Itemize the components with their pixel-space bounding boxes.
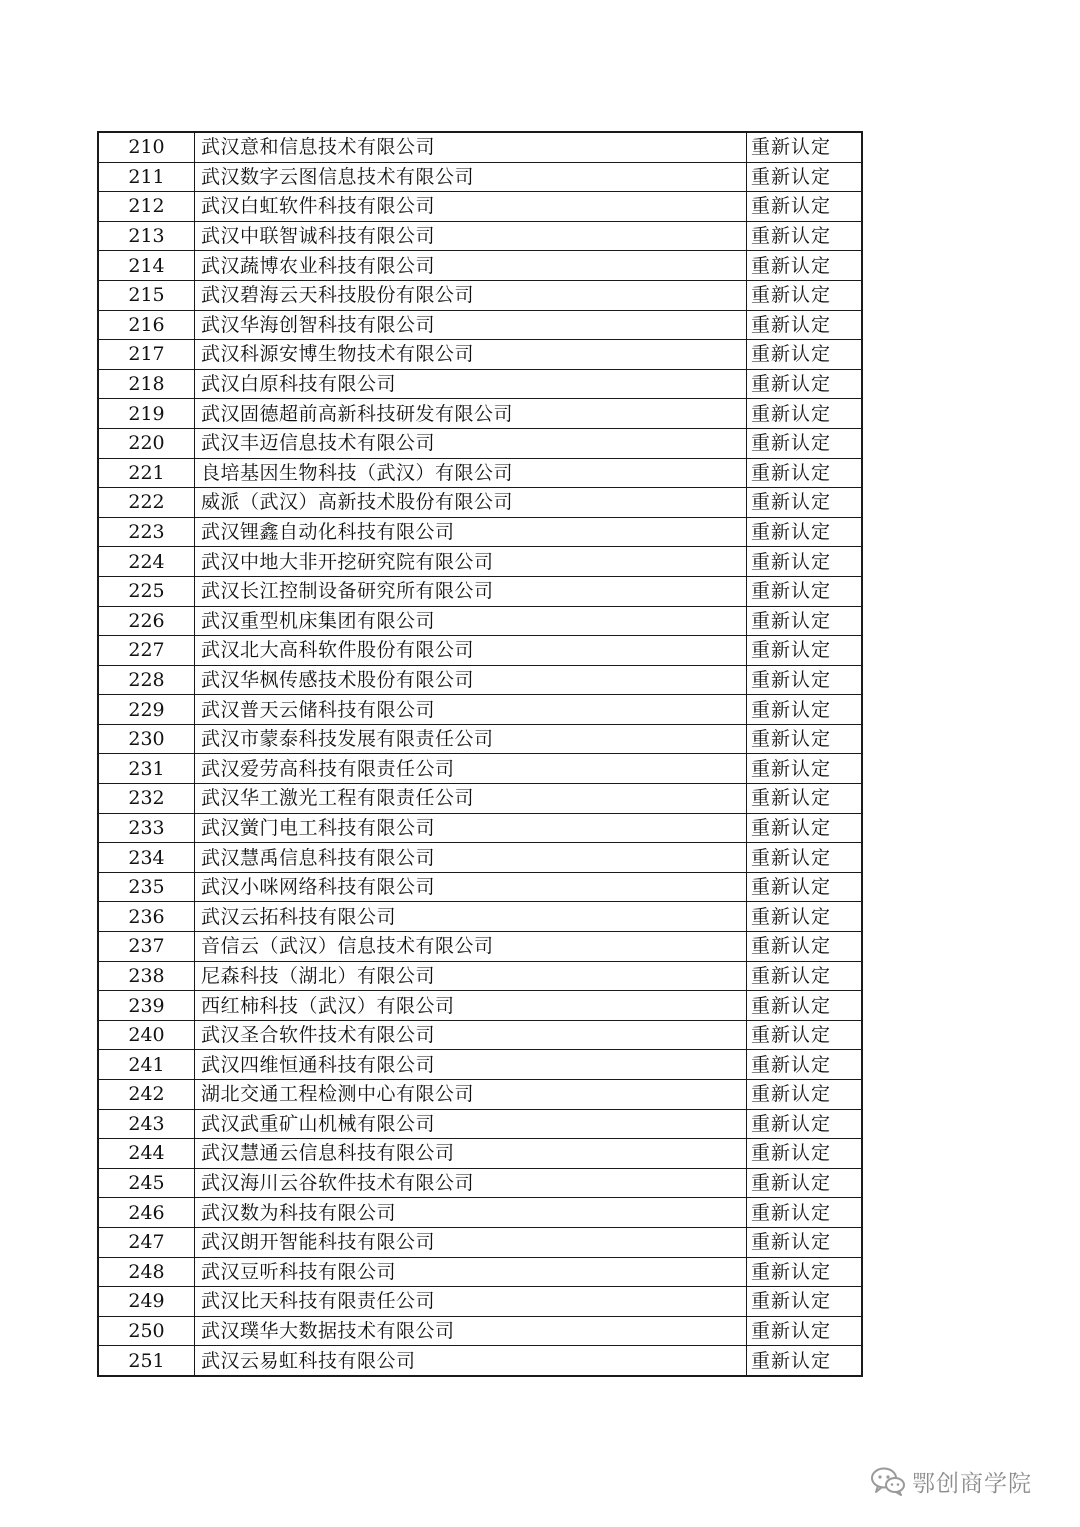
status-cell: 重新认定 xyxy=(747,221,863,251)
company-name: 武汉白虹软件科技有限公司 xyxy=(195,192,747,222)
company-name: 武汉丰迈信息技术有限公司 xyxy=(195,428,747,458)
table-row xyxy=(98,428,862,458)
table-row xyxy=(98,902,862,932)
status-cell: 重新认定 xyxy=(747,695,863,725)
status-cell: 重新认定 xyxy=(747,576,863,606)
wechat-icon xyxy=(870,1466,906,1496)
status-cell: 重新认定 xyxy=(747,902,863,932)
company-name: 武汉豆听科技有限公司 xyxy=(195,1257,747,1287)
company-name: 武汉华海创智科技有限公司 xyxy=(195,310,747,340)
status-cell: 重新认定 xyxy=(747,162,863,192)
row-number: 238 xyxy=(98,961,195,991)
company-name: 武汉市蒙泰科技发展有限责任公司 xyxy=(195,724,747,754)
status-cell: 重新认定 xyxy=(747,1198,863,1228)
company-name: 武汉圣合软件技术有限公司 xyxy=(195,1020,747,1050)
row-number: 220 xyxy=(98,428,195,458)
company-table-body xyxy=(98,132,862,1376)
table-row xyxy=(98,813,862,843)
table-row xyxy=(98,488,862,518)
table-row xyxy=(98,695,862,725)
row-number: 211 xyxy=(98,162,195,192)
status-cell: 重新认定 xyxy=(747,932,863,962)
company-name: 武汉华枫传感技术股份有限公司 xyxy=(195,665,747,695)
table-row xyxy=(98,1109,862,1139)
table-row xyxy=(98,754,862,784)
status-cell: 重新认定 xyxy=(747,280,863,310)
row-number: 250 xyxy=(98,1316,195,1346)
company-name: 武汉固德超前高新科技研发有限公司 xyxy=(195,399,747,429)
row-number: 212 xyxy=(98,192,195,222)
status-cell: 重新认定 xyxy=(747,340,863,370)
row-number: 251 xyxy=(98,1346,195,1376)
company-name: 武汉璞华大数据技术有限公司 xyxy=(195,1316,747,1346)
company-name: 武汉朗开智能科技有限公司 xyxy=(195,1227,747,1257)
table-row xyxy=(98,132,862,162)
table-row xyxy=(98,280,862,310)
status-cell: 重新认定 xyxy=(747,843,863,873)
company-name: 武汉华工激光工程有限责任公司 xyxy=(195,784,747,814)
row-number: 229 xyxy=(98,695,195,725)
table-row xyxy=(98,251,862,281)
company-name: 武汉蔬博农业科技有限公司 xyxy=(195,251,747,281)
company-name: 武汉数为科技有限公司 xyxy=(195,1198,747,1228)
row-number: 235 xyxy=(98,872,195,902)
company-name: 音信云（武汉）信息技术有限公司 xyxy=(195,932,747,962)
company-name: 良培基因生物科技（武汉）有限公司 xyxy=(195,458,747,488)
row-number: 245 xyxy=(98,1168,195,1198)
table-row xyxy=(98,724,862,754)
company-name: 武汉普天云储科技有限公司 xyxy=(195,695,747,725)
status-cell: 重新认定 xyxy=(747,369,863,399)
table-row xyxy=(98,932,862,962)
status-cell: 重新认定 xyxy=(747,517,863,547)
status-cell: 重新认定 xyxy=(747,1139,863,1169)
status-cell: 重新认定 xyxy=(747,606,863,636)
table-row xyxy=(98,1227,862,1257)
status-cell: 重新认定 xyxy=(747,251,863,281)
row-number: 224 xyxy=(98,547,195,577)
row-number: 237 xyxy=(98,932,195,962)
company-name: 武汉中地大非开挖研究院有限公司 xyxy=(195,547,747,577)
table-row xyxy=(98,961,862,991)
table-row xyxy=(98,547,862,577)
row-number: 246 xyxy=(98,1198,195,1228)
company-name: 武汉碧海云天科技股份有限公司 xyxy=(195,280,747,310)
table-row xyxy=(98,1020,862,1050)
table-row xyxy=(98,458,862,488)
status-cell: 重新认定 xyxy=(747,1227,863,1257)
status-cell: 重新认定 xyxy=(747,872,863,902)
company-name: 武汉爱劳高科技有限责任公司 xyxy=(195,754,747,784)
status-cell: 重新认定 xyxy=(747,547,863,577)
watermark-text: 鄂创商学院 xyxy=(912,1470,1032,1497)
row-number: 249 xyxy=(98,1287,195,1317)
status-cell: 重新认定 xyxy=(747,636,863,666)
company-name: 湖北交通工程检测中心有限公司 xyxy=(195,1080,747,1110)
row-number: 236 xyxy=(98,902,195,932)
company-name: 武汉锂鑫自动化科技有限公司 xyxy=(195,517,747,547)
status-cell: 重新认定 xyxy=(747,1346,863,1376)
status-cell: 重新认定 xyxy=(747,784,863,814)
table-row xyxy=(98,606,862,636)
table-row xyxy=(98,1198,862,1228)
company-name: 武汉长江控制设备研究所有限公司 xyxy=(195,576,747,606)
status-cell: 重新认定 xyxy=(747,1109,863,1139)
status-cell: 重新认定 xyxy=(747,1050,863,1080)
company-name: 武汉小咪网络科技有限公司 xyxy=(195,872,747,902)
row-number: 221 xyxy=(98,458,195,488)
table-row xyxy=(98,991,862,1021)
company-name: 武汉武重矿山机械有限公司 xyxy=(195,1109,747,1139)
status-cell: 重新认定 xyxy=(747,1316,863,1346)
table-row xyxy=(98,665,862,695)
row-number: 241 xyxy=(98,1050,195,1080)
status-cell: 重新认定 xyxy=(747,1287,863,1317)
row-number: 213 xyxy=(98,221,195,251)
company-name: 武汉云易虹科技有限公司 xyxy=(195,1346,747,1376)
table-row xyxy=(98,872,862,902)
table-row xyxy=(98,369,862,399)
row-number: 223 xyxy=(98,517,195,547)
row-number: 232 xyxy=(98,784,195,814)
company-name: 武汉中联智诚科技有限公司 xyxy=(195,221,747,251)
row-number: 234 xyxy=(98,843,195,873)
row-number: 215 xyxy=(98,280,195,310)
company-name: 武汉比天科技有限责任公司 xyxy=(195,1287,747,1317)
table-row xyxy=(98,784,862,814)
table-row xyxy=(98,576,862,606)
status-cell: 重新认定 xyxy=(747,488,863,518)
status-cell: 重新认定 xyxy=(747,1257,863,1287)
status-cell: 重新认定 xyxy=(747,1168,863,1198)
row-number: 225 xyxy=(98,576,195,606)
company-name: 武汉黉门电工科技有限公司 xyxy=(195,813,747,843)
table-row xyxy=(98,517,862,547)
table-row xyxy=(98,399,862,429)
table-row xyxy=(98,221,862,251)
row-number: 218 xyxy=(98,369,195,399)
row-number: 247 xyxy=(98,1227,195,1257)
company-name: 武汉慧通云信息科技有限公司 xyxy=(195,1139,747,1169)
status-cell: 重新认定 xyxy=(747,813,863,843)
row-number: 239 xyxy=(98,991,195,1021)
row-number: 233 xyxy=(98,813,195,843)
table-row xyxy=(98,1346,862,1376)
row-number: 222 xyxy=(98,488,195,518)
row-number: 228 xyxy=(98,665,195,695)
company-name: 武汉云拓科技有限公司 xyxy=(195,902,747,932)
table-row xyxy=(98,1050,862,1080)
row-number: 248 xyxy=(98,1257,195,1287)
status-cell: 重新认定 xyxy=(747,132,863,162)
table-row xyxy=(98,1168,862,1198)
status-cell: 重新认定 xyxy=(747,1020,863,1050)
watermark xyxy=(870,1464,1032,1498)
row-number: 242 xyxy=(98,1080,195,1110)
row-number: 243 xyxy=(98,1109,195,1139)
row-number: 219 xyxy=(98,399,195,429)
row-number: 214 xyxy=(98,251,195,281)
status-cell: 重新认定 xyxy=(747,458,863,488)
table-row xyxy=(98,1139,862,1169)
table-row xyxy=(98,162,862,192)
status-cell: 重新认定 xyxy=(747,310,863,340)
row-number: 227 xyxy=(98,636,195,666)
company-table xyxy=(97,131,863,1377)
company-name: 武汉白原科技有限公司 xyxy=(195,369,747,399)
row-number: 216 xyxy=(98,310,195,340)
company-name: 武汉四维恒通科技有限公司 xyxy=(195,1050,747,1080)
row-number: 240 xyxy=(98,1020,195,1050)
company-name: 武汉重型机床集团有限公司 xyxy=(195,606,747,636)
row-number: 244 xyxy=(98,1139,195,1169)
row-number: 231 xyxy=(98,754,195,784)
company-name: 尼森科技（湖北）有限公司 xyxy=(195,961,747,991)
row-number: 226 xyxy=(98,606,195,636)
row-number: 217 xyxy=(98,340,195,370)
company-name: 武汉科源安博生物技术有限公司 xyxy=(195,340,747,370)
table-row xyxy=(98,192,862,222)
status-cell: 重新认定 xyxy=(747,724,863,754)
status-cell: 重新认定 xyxy=(747,991,863,1021)
table-row xyxy=(98,1316,862,1346)
row-number: 210 xyxy=(98,132,195,162)
table-row xyxy=(98,340,862,370)
table-row xyxy=(98,636,862,666)
company-name: 武汉北大高科软件股份有限公司 xyxy=(195,636,747,666)
status-cell: 重新认定 xyxy=(747,428,863,458)
table-row xyxy=(98,310,862,340)
row-number: 230 xyxy=(98,724,195,754)
status-cell: 重新认定 xyxy=(747,961,863,991)
company-name: 武汉意和信息技术有限公司 xyxy=(195,132,747,162)
status-cell: 重新认定 xyxy=(747,754,863,784)
company-name: 武汉海川云谷软件技术有限公司 xyxy=(195,1168,747,1198)
company-name: 威派（武汉）高新技术股份有限公司 xyxy=(195,488,747,518)
company-name: 西红柿科技（武汉）有限公司 xyxy=(195,991,747,1021)
company-name: 武汉数字云图信息技术有限公司 xyxy=(195,162,747,192)
status-cell: 重新认定 xyxy=(747,192,863,222)
table-row xyxy=(98,1257,862,1287)
table-row xyxy=(98,843,862,873)
table-row xyxy=(98,1287,862,1317)
status-cell: 重新认定 xyxy=(747,665,863,695)
status-cell: 重新认定 xyxy=(747,1080,863,1110)
table-row xyxy=(98,1080,862,1110)
company-name: 武汉慧禹信息科技有限公司 xyxy=(195,843,747,873)
status-cell: 重新认定 xyxy=(747,399,863,429)
